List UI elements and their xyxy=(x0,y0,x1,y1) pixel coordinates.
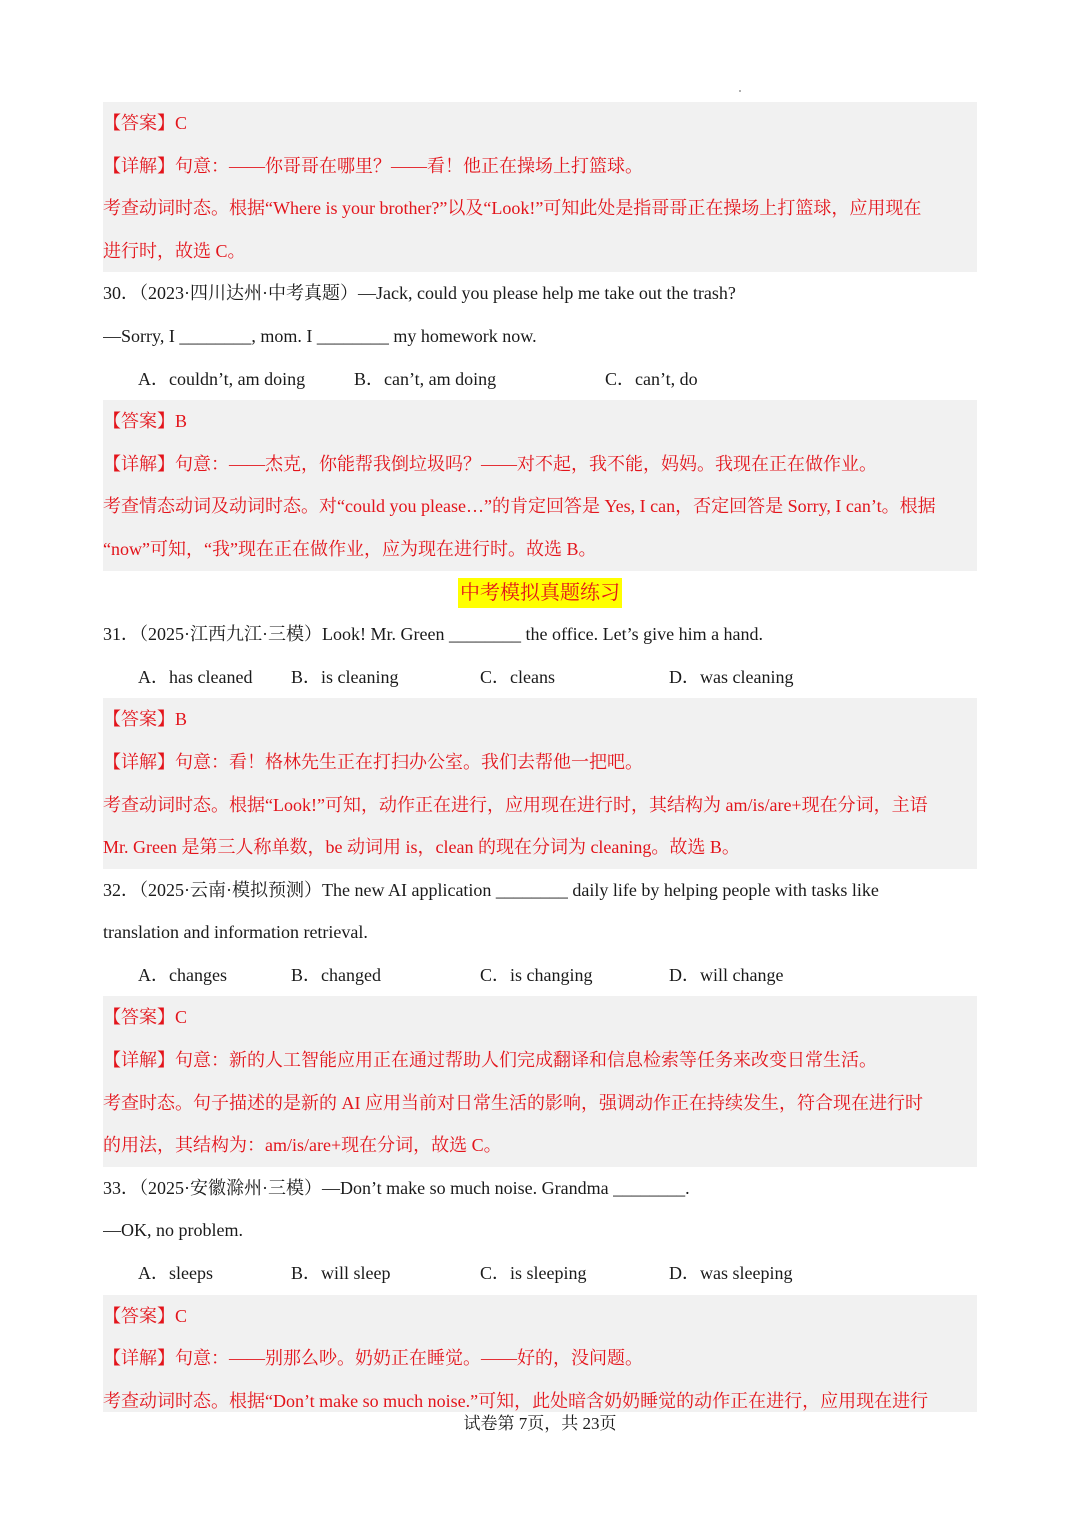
option-c: C．is sleeping xyxy=(480,1263,587,1284)
answer-box-31 xyxy=(103,698,977,868)
analysis-line: 考查动词时态。根据“Where is your brother?”以及“Look!”可知此处是指哥哥正在操场上打篮球，应用现在 xyxy=(103,198,922,219)
analysis-line: 考查动词时态。根据“Look!”可知，动作正在进行，应用现在进行时，其结构为 am/is/are+现在分词，主语 xyxy=(103,794,928,815)
analysis-line: 进行时，故选 C。 xyxy=(103,240,246,261)
explanation: 【详解】句意：——你哥哥在哪里？——看！他正在操场上打篮球。 xyxy=(103,155,643,176)
option-d: D．was sleeping xyxy=(669,1263,793,1284)
answer-box-32 xyxy=(103,996,977,1166)
exam-page xyxy=(103,102,977,1412)
options-row xyxy=(103,1252,977,1295)
question-stem: 30．（2023·四川达州·中考真题）—Jack, could you please help me take out the trash? xyxy=(103,283,736,304)
question-stem: translation and information retrieval. xyxy=(103,922,368,943)
answer-box-29 xyxy=(103,102,977,272)
options-row xyxy=(103,954,977,997)
option-c: C．cleans xyxy=(480,666,555,687)
explanation: 【详解】句意：——别那么吵。奶奶正在睡觉。——好的，没问题。 xyxy=(103,1348,643,1369)
question-30 xyxy=(103,272,977,400)
question-stem: —Sorry, I ________, mom. I ________ my homework now. xyxy=(103,325,537,346)
option-a: A．changes xyxy=(138,964,227,985)
options-row xyxy=(103,656,977,699)
answer-label: 【答案】C xyxy=(103,1007,188,1028)
explanation: 【详解】句意：新的人工智能应用正在通过帮助人们完成翻译和信息检索等任务来改变日常生活。 xyxy=(103,1050,877,1071)
explanation: 【详解】句意：看！格林先生正在打扫办公室。我们去帮他一把吧。 xyxy=(103,751,643,772)
analysis-line: 考查时态。句子描述的是新的 AI 应用当前对日常生活的影响，强调动作正在持续发生，符合现在进行时 xyxy=(103,1092,923,1113)
answer-label: 【答案】C xyxy=(103,1305,188,1326)
analysis-line: 的用法，其结构为：am/is/are+现在分词，故选 C。 xyxy=(103,1135,502,1156)
question-31 xyxy=(103,613,977,698)
question-stem: —OK, no problem. xyxy=(103,1220,243,1241)
section-header xyxy=(103,571,977,614)
question-stem: 31．（2025·江西九江·三模）Look! Mr. Green ________ the office. Let’s give him a hand. xyxy=(103,624,764,645)
answer-label: 【答案】B xyxy=(103,411,188,432)
option-a: A．sleeps xyxy=(138,1263,213,1284)
question-32 xyxy=(103,869,977,997)
answer-label: 【答案】C xyxy=(103,113,188,133)
option-b: B．changed xyxy=(291,964,381,985)
explanation: 【详解】句意：——杰克，你能帮我倒垃圾吗？——对不起，我不能，妈妈。我现在正在做作业。 xyxy=(103,453,877,474)
option-a: A．couldn’t, am doing xyxy=(138,368,306,389)
section-title: 中考模拟真题练习 xyxy=(458,578,622,608)
answer-label: 【答案】B xyxy=(103,709,188,730)
question-stem: 32．（2025·云南·模拟预测）The new AI application ________ daily life by helping people with tasks like xyxy=(103,879,879,900)
option-b: B．is cleaning xyxy=(291,666,399,687)
option-c: C．can’t, do xyxy=(605,368,698,389)
analysis-line: 考查动词时态。根据“Don’t make so much noise.”可知，此处暗含奶奶睡觉的动作正在进行，应用现在进行 xyxy=(103,1390,929,1411)
analysis-line: 考查情态动词及动词时态。对“could you please…”的肯定回答是 Yes, I can，否定回答是 Sorry, I can’t。根据 xyxy=(103,496,936,517)
option-d: D．will change xyxy=(669,964,784,985)
answer-box-30 xyxy=(103,400,977,570)
option-b: B．can’t, am doing xyxy=(354,368,497,389)
options-row xyxy=(103,358,977,401)
option-c: C．is changing xyxy=(480,964,593,985)
question-33 xyxy=(103,1167,977,1295)
option-a: A．has cleaned xyxy=(138,666,253,687)
analysis-line: Mr. Green 是第三人称单数，be 动词用 is，clean 的现在分词为 cleaning。故选 B。 xyxy=(103,837,740,858)
answer-box-33 xyxy=(103,1295,977,1412)
question-stem: 33．（2025·安徽滁州·三模）—Don’t make so much noise. Grandma ________. xyxy=(103,1177,690,1198)
analysis-line: “now”可知，“我”现在正在做作业，应为现在进行时。故选 B。 xyxy=(103,538,597,559)
option-b: B．will sleep xyxy=(291,1263,391,1284)
stray-dot xyxy=(739,90,741,92)
page-footer: 试卷第 7页，共 23页 xyxy=(463,1414,617,1433)
option-d: D．was cleaning xyxy=(669,666,794,687)
